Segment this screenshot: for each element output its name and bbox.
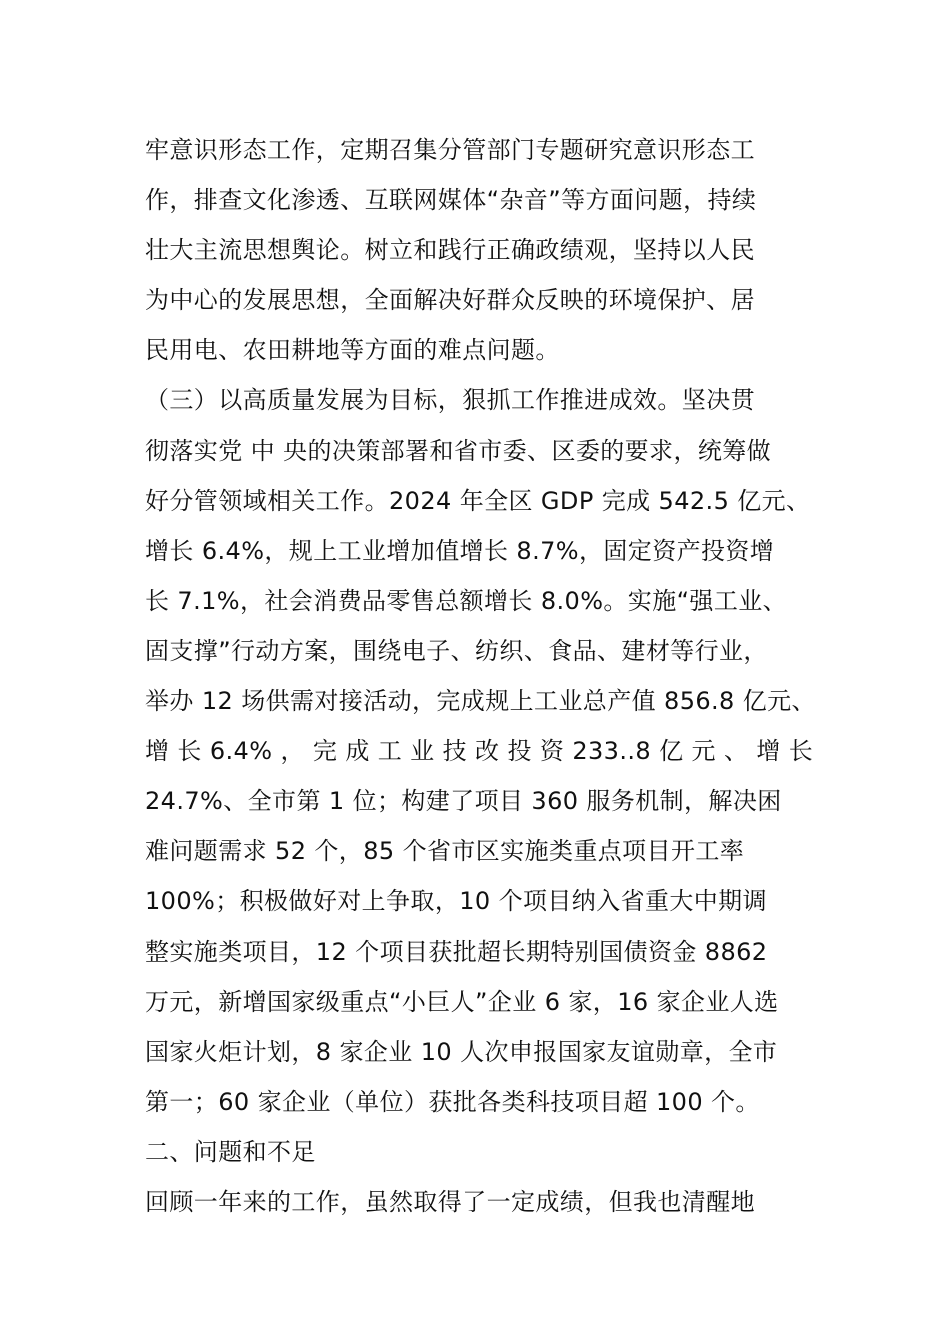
text-line: 为中心的发展思想，全面解决好群众反映的环境保护、居 [145, 286, 755, 315]
text-line: 100%；积极做好对上争取，10 个项目纳入省重大中期调 [145, 887, 767, 916]
text-line: 国家火炬计划，8 家企业 10 人次申报国家友谊勋章，全市 [145, 1037, 778, 1066]
text-line: 好分管领域相关工作。2024 年全区 GDP 完成 542.5 亿元、 [145, 486, 811, 515]
text-line: 24.7%、全市第 1 位；构建了项目 360 服务机制，解决困 [145, 787, 782, 816]
section-heading-line: （三）以高质量发展为目标，狠抓工作推进成效。坚决贯 [145, 386, 755, 415]
text-line: 牢意识形态工作，定期召集分管部门专题研究意识形态工 [145, 136, 755, 164]
body-text [145, 125, 816, 1227]
text-line: 难问题需求 52 个，85 个省市区实施类重点项目开工率 [145, 837, 745, 866]
text-line: 增 长 6.4% ， 完 成 工 业 技 改 投 资 233..8 亿 元 、 增 长 [145, 737, 814, 766]
text-line: 彻落实党 中 央的决策部署和省市委、区委的要求，统筹做 [145, 436, 772, 465]
section-heading: 二、问题和不足 [145, 1137, 316, 1166]
text-line: 整实施类项目，12 个项目获批超长期特别国债资金 8862 [145, 937, 768, 966]
text-line: 作，排查文化渗透、互联网媒体“杂音”等方面问题，持续 [145, 186, 757, 215]
text-line: 长 7.1%，社会消费品零售总额增长 8.0%。实施“强工业、 [145, 586, 788, 615]
text-line: 固支撑”行动方案，围绕电子、纺织、食品、建材等行业， [145, 636, 768, 665]
text-line: 壮大主流思想舆论。树立和践行正确政绩观，坚持以人民 [145, 236, 755, 265]
text-line: 第一；60 家企业（单位）获批各类科技项目超 100 个。 [145, 1087, 760, 1116]
text-line: 民用电、农田耕地等方面的难点问题。 [145, 336, 560, 365]
text-line: 万元，新增国家级重点“小巨人”企业 6 家，16 家企业人选 [145, 987, 779, 1016]
text-line: 举办 12 场供需对接活动，完成规上工业总产值 856.8 亿元、 [145, 687, 816, 716]
text-line: 回顾一年来的工作，虽然取得了一定成绩，但我也清醒地 [145, 1187, 755, 1216]
text-line: 增长 6.4%，规上工业增加值增长 8.7%，固定资产投资增 [145, 536, 775, 565]
